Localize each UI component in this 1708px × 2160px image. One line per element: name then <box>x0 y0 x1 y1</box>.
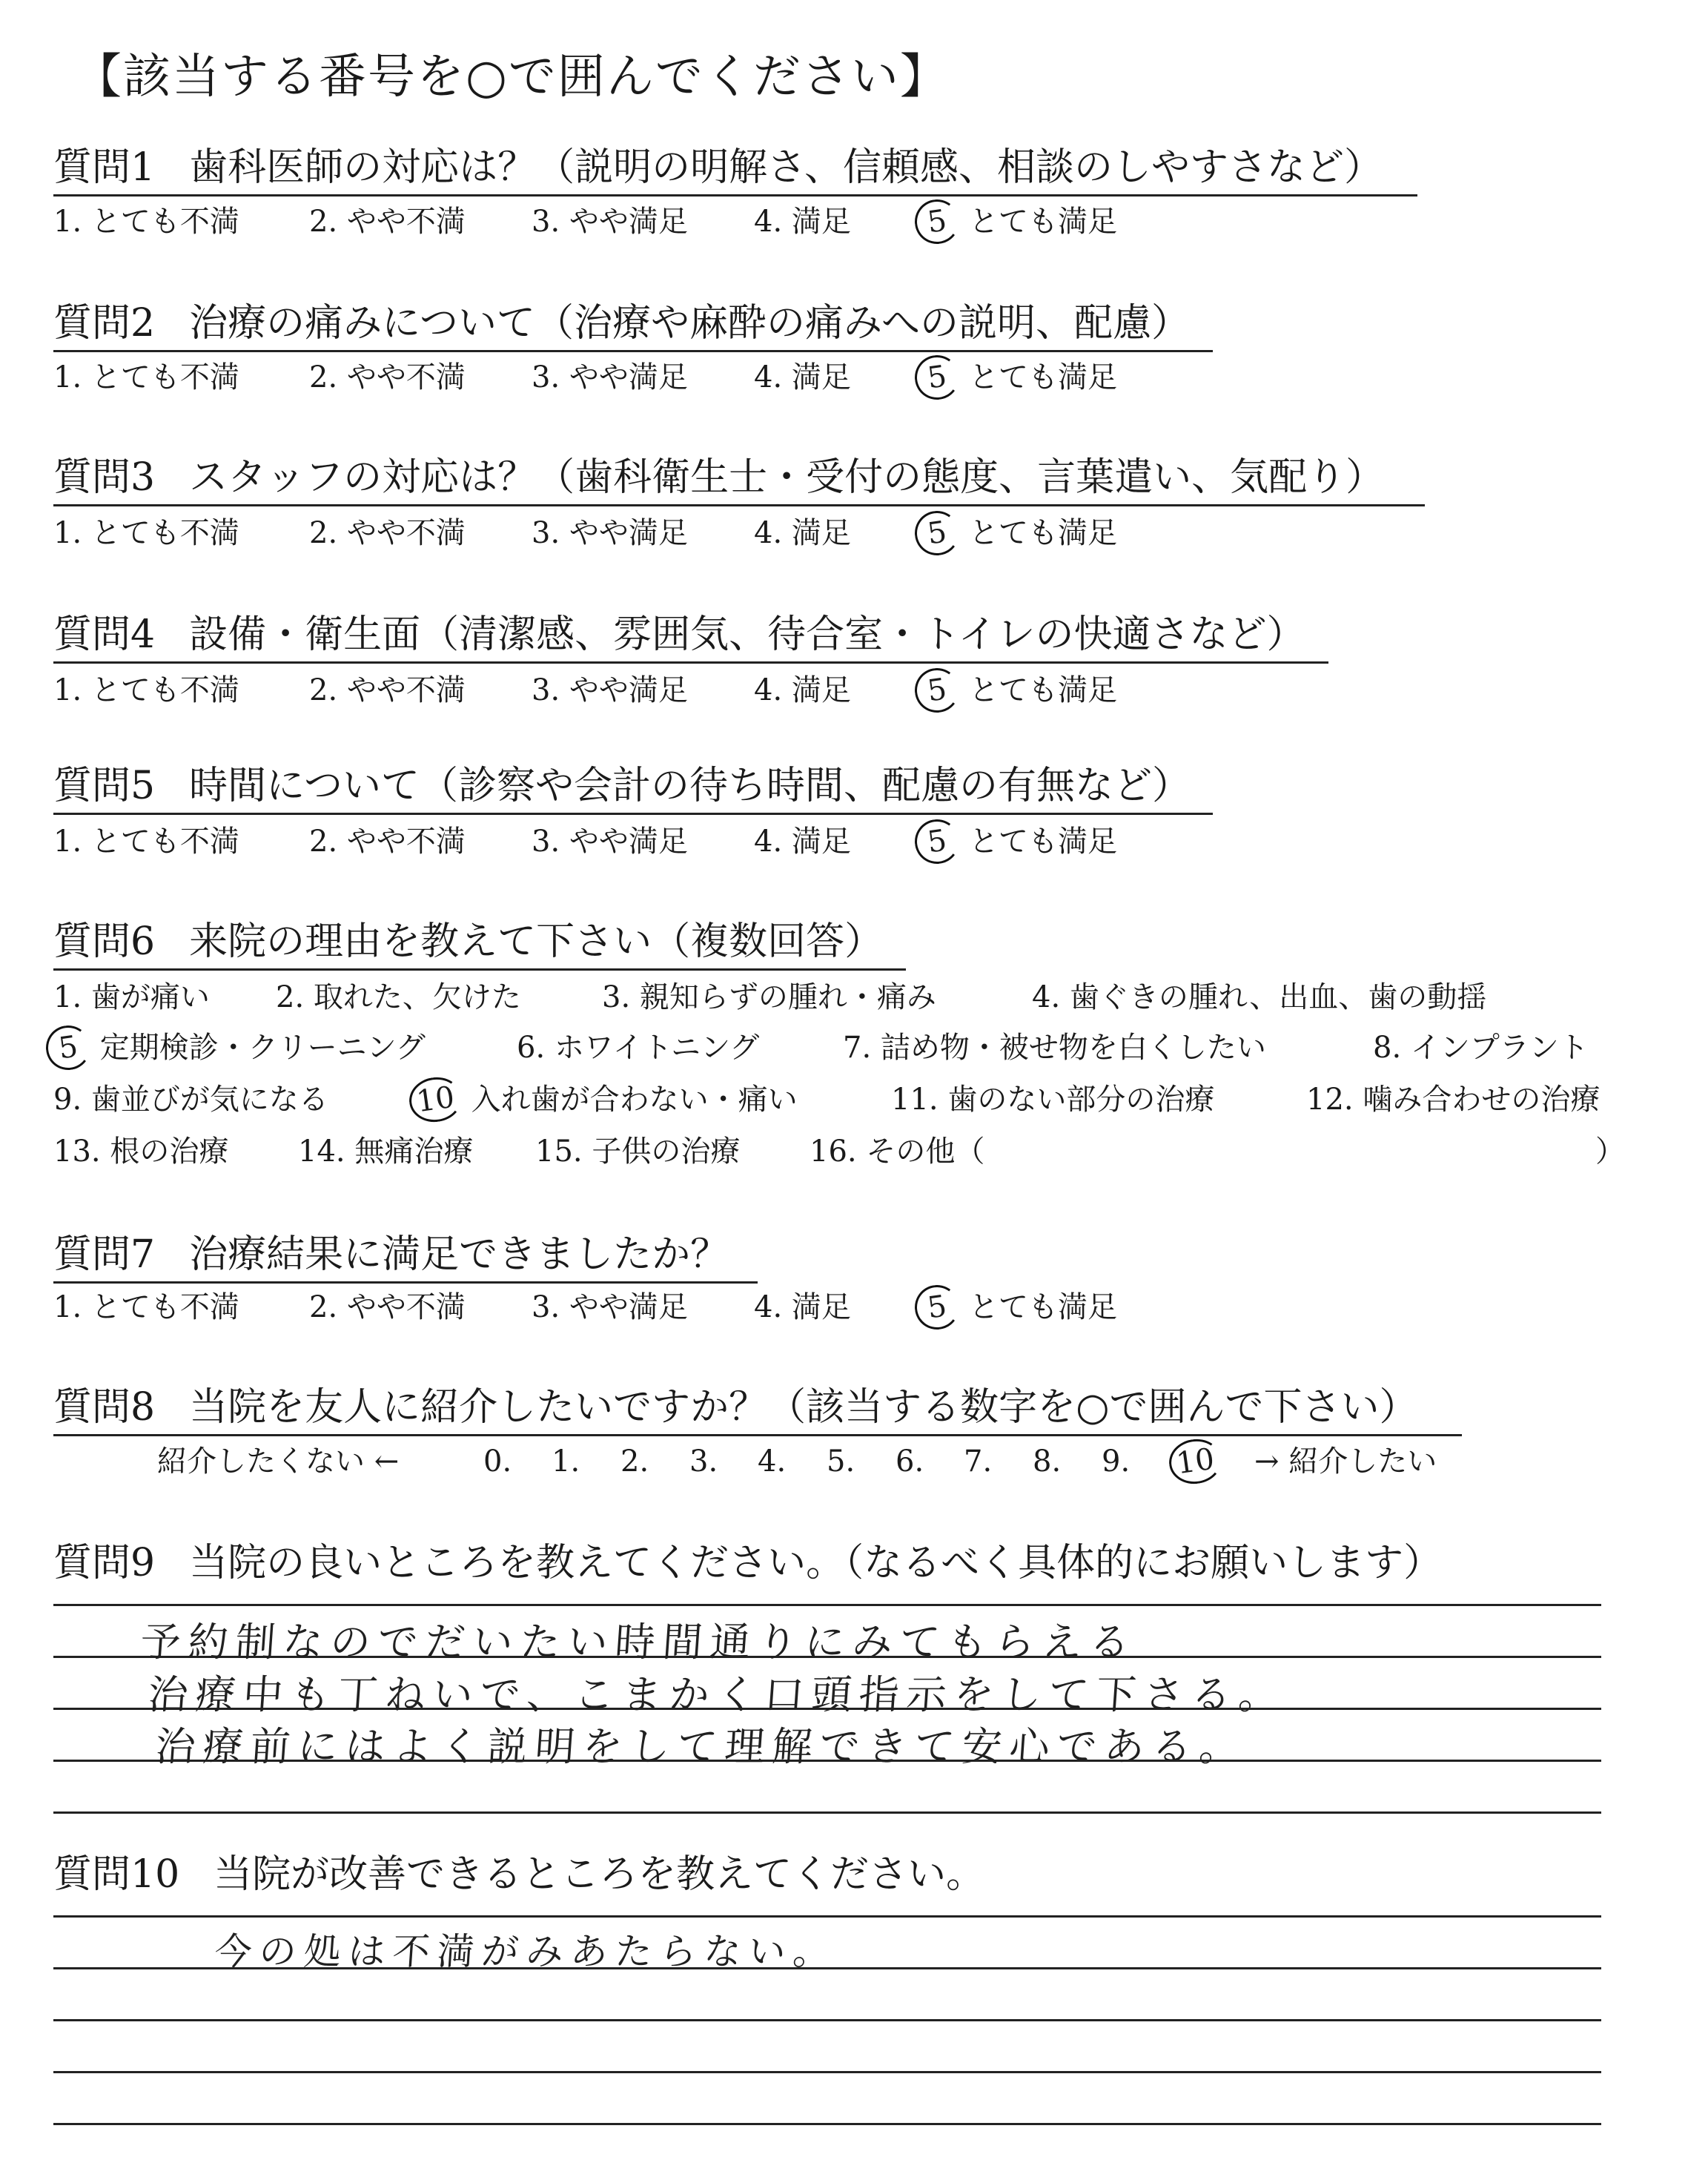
answer-scale-q1 <box>53 203 1684 240</box>
option-1[interactable]: 1. とても不満 <box>53 360 239 394</box>
handwritten-answer-1[interactable]: 今の処は不満がみあたらない。 <box>213 1930 839 1973</box>
handwritten-answer-3[interactable]: 治療前にはよく説明をして理解できて安心である。 <box>153 1723 1248 1770</box>
reason-1[interactable]: 1. 歯が痛い <box>53 980 210 1014</box>
reason-14[interactable]: 14. 無痛治療 <box>298 1135 474 1169</box>
score-3[interactable]: 3. <box>689 1444 718 1479</box>
option-3[interactable]: 3. やや満足 <box>532 516 688 550</box>
option-4[interactable]: 4. 満足 <box>754 1290 851 1324</box>
question-text: 治療結果に満足できましたか？ <box>189 1232 729 1277</box>
reason-8[interactable]: 8. インプラント <box>1373 1031 1589 1065</box>
option-5-label: とても満足 <box>969 516 1117 550</box>
reason-9[interactable]: 9. 歯並びが気になる <box>53 1083 328 1117</box>
reason-11[interactable]: 11. 歯のない部分の治療 <box>891 1083 1215 1117</box>
option-1[interactable]: 1. とても不満 <box>53 673 239 707</box>
answer-scale-q7 <box>53 1289 1684 1326</box>
handwritten-answer-2[interactable]: 治療中も丁ねいで、こまかく口頭指示をして下さる。 <box>146 1671 1288 1718</box>
option-1[interactable]: 1. とても不満 <box>53 1290 239 1324</box>
score-9[interactable]: 9. <box>1102 1444 1131 1479</box>
selected-number: 5 <box>912 816 962 867</box>
recommend-scale <box>157 1443 1708 1480</box>
option-4[interactable]: 4. 満足 <box>754 360 851 394</box>
option-2[interactable]: 2. やや不満 <box>309 360 466 394</box>
option-3[interactable]: 3. やや満足 <box>532 825 688 859</box>
score-1[interactable]: 1. <box>552 1444 580 1479</box>
question-1 <box>53 145 1417 196</box>
question-number: 質問2 <box>53 301 156 346</box>
question-4 <box>53 612 1328 664</box>
score-6[interactable]: 6. <box>896 1444 924 1479</box>
answer-scale-q2 <box>53 359 1684 396</box>
reason-10-selected[interactable]: 10 入れ歯が合わない・痛い <box>417 1081 798 1122</box>
question-7 <box>53 1232 758 1284</box>
reason-7[interactable]: 7. 詰め物・被せ物を白くしたい <box>843 1031 1266 1065</box>
question-number: 質問5 <box>53 764 156 808</box>
question-number: 質問7 <box>53 1232 156 1277</box>
score-2[interactable]: 2. <box>620 1444 649 1479</box>
reason-6[interactable]: 6. ホワイトニング <box>517 1031 760 1065</box>
question-9 <box>53 1541 1442 1585</box>
reason-13[interactable]: 13. 根の治療 <box>53 1135 229 1169</box>
option-1[interactable]: 1. とても不満 <box>53 825 239 859</box>
option-5-selected[interactable] <box>922 515 959 555</box>
question-2 <box>53 301 1213 352</box>
reason-15[interactable]: 15. 子供の治療 <box>535 1135 741 1169</box>
answer-line <box>53 1811 1601 1814</box>
question-text: 来院の理由を教えて下さい（複数回答） <box>189 919 884 964</box>
reason-row-4 <box>53 1133 1684 1170</box>
option-3[interactable]: 3. やや満足 <box>532 673 688 707</box>
answer-line <box>53 2071 1601 2073</box>
option-3[interactable]: 3. やや満足 <box>532 360 688 394</box>
question-number: 質問6 <box>53 919 156 964</box>
reason-row-1 <box>53 979 1684 1016</box>
reason-row-2 <box>53 1029 1684 1066</box>
question-text: スタッフの対応は？（歯科衛生士・受付の態度、言葉遣い、気配り） <box>189 455 1385 500</box>
answer-line <box>53 1915 1601 1918</box>
score-0[interactable]: 0. <box>483 1444 512 1479</box>
question-8 <box>53 1385 1462 1436</box>
option-2[interactable]: 2. やや不満 <box>309 1290 466 1324</box>
reason-3[interactable]: 3. 親知らずの腫れ・痛み <box>602 980 936 1014</box>
option-3[interactable]: 3. やや満足 <box>532 205 688 239</box>
option-5-selected[interactable] <box>922 359 959 400</box>
score-4[interactable]: 4. <box>758 1444 787 1479</box>
answer-line <box>53 2019 1601 2021</box>
reason-5-selected[interactable]: 5 定期検診・クリーニング <box>53 1029 426 1070</box>
selected-number: 5 <box>912 352 962 403</box>
question-number: 質問1 <box>53 145 156 190</box>
option-5-selected[interactable] <box>922 823 959 864</box>
option-1[interactable]: 1. とても不満 <box>53 516 239 550</box>
question-text: 当院を友人に紹介したいですか？（該当する数字を○で囲んで下さい） <box>189 1385 1418 1430</box>
reason-12[interactable]: 12. 噛み合わせの治療 <box>1306 1083 1601 1117</box>
option-2[interactable]: 2. やや不満 <box>309 825 466 859</box>
reason-2[interactable]: 2. 取れた、欠けた <box>276 980 521 1014</box>
option-5-label: とても満足 <box>969 360 1117 394</box>
scale-left-label: 紹介したくない ← <box>157 1444 400 1479</box>
score-7[interactable]: 7. <box>964 1444 993 1479</box>
question-10 <box>53 1852 984 1897</box>
option-4[interactable]: 4. 満足 <box>754 673 851 707</box>
option-2[interactable]: 2. やや不満 <box>309 516 466 550</box>
page-title: 【該当する番号を○で囲んでください】 <box>74 50 949 105</box>
handwritten-answer-1[interactable]: 予約制なのでだいたい時間通りにみてもらえる <box>139 1619 1139 1665</box>
option-1[interactable]: 1. とても不満 <box>53 205 239 239</box>
question-number: 質問8 <box>53 1385 156 1430</box>
option-4[interactable]: 4. 満足 <box>754 516 851 550</box>
option-4[interactable]: 4. 満足 <box>754 205 851 239</box>
answer-scale-q3 <box>53 515 1684 552</box>
score-8[interactable]: 8. <box>1033 1444 1062 1479</box>
question-number: 質問4 <box>53 612 156 657</box>
question-5 <box>53 764 1213 815</box>
option-5-selected[interactable] <box>922 1289 959 1330</box>
question-number: 質問3 <box>53 455 156 500</box>
selected-number: 5 <box>912 196 962 247</box>
question-number: 質問10 <box>53 1852 180 1897</box>
question-6 <box>53 919 906 971</box>
question-text: 当院が改善できるところを教えてください。 <box>214 1852 985 1897</box>
selected-number: 5 <box>912 1282 962 1332</box>
option-5-label: とても満足 <box>969 205 1117 239</box>
score-10-selected[interactable]: 10 <box>1176 1443 1222 1484</box>
question-text: 治療の痛みについて（治療や麻酔の痛みへの説明、配慮） <box>189 301 1191 346</box>
option-5-label: とても満足 <box>969 1290 1117 1324</box>
option-2[interactable]: 2. やや不満 <box>309 205 466 239</box>
question-text: 時間について（診察や会計の待ち時間、配慮の有無など） <box>189 764 1191 808</box>
answer-line <box>53 2123 1601 2125</box>
selected-number: 5 <box>912 665 962 716</box>
reason-16-other[interactable]: 16. その他（ <box>810 1135 985 1169</box>
other-close-paren: ） <box>1595 1135 1625 1169</box>
selected-number: 5 <box>912 508 962 558</box>
scale-right-label: → 紹介したい <box>1254 1444 1437 1479</box>
question-3 <box>53 455 1425 506</box>
option-2[interactable]: 2. やや不満 <box>309 673 466 707</box>
option-5-selected[interactable] <box>922 203 959 244</box>
option-3[interactable]: 3. やや満足 <box>532 1290 688 1324</box>
option-4[interactable]: 4. 満足 <box>754 825 851 859</box>
option-5-label: とても満足 <box>969 673 1117 707</box>
answer-line <box>53 1604 1601 1606</box>
question-text: 設備・衛生面（清潔感、雰囲気、待合室・トイレの快適さなど） <box>189 612 1305 657</box>
question-text: 当院の良いところを教えてください。（なるべく具体的にお願いします） <box>189 1541 1443 1585</box>
option-5-label: とても満足 <box>969 825 1117 859</box>
answer-scale-q5 <box>53 823 1684 860</box>
reason-row-3 <box>53 1081 1684 1118</box>
reason-4[interactable]: 4. 歯ぐきの腫れ、出血、歯の動揺 <box>1032 980 1487 1014</box>
question-text: 歯科医師の対応は？（説明の明解さ、信頼感、相談のしやすさなど） <box>189 145 1383 190</box>
answer-scale-q4 <box>53 672 1684 709</box>
option-5-selected[interactable] <box>922 672 959 713</box>
question-number: 質問9 <box>53 1541 156 1585</box>
score-5[interactable]: 5. <box>827 1444 855 1479</box>
